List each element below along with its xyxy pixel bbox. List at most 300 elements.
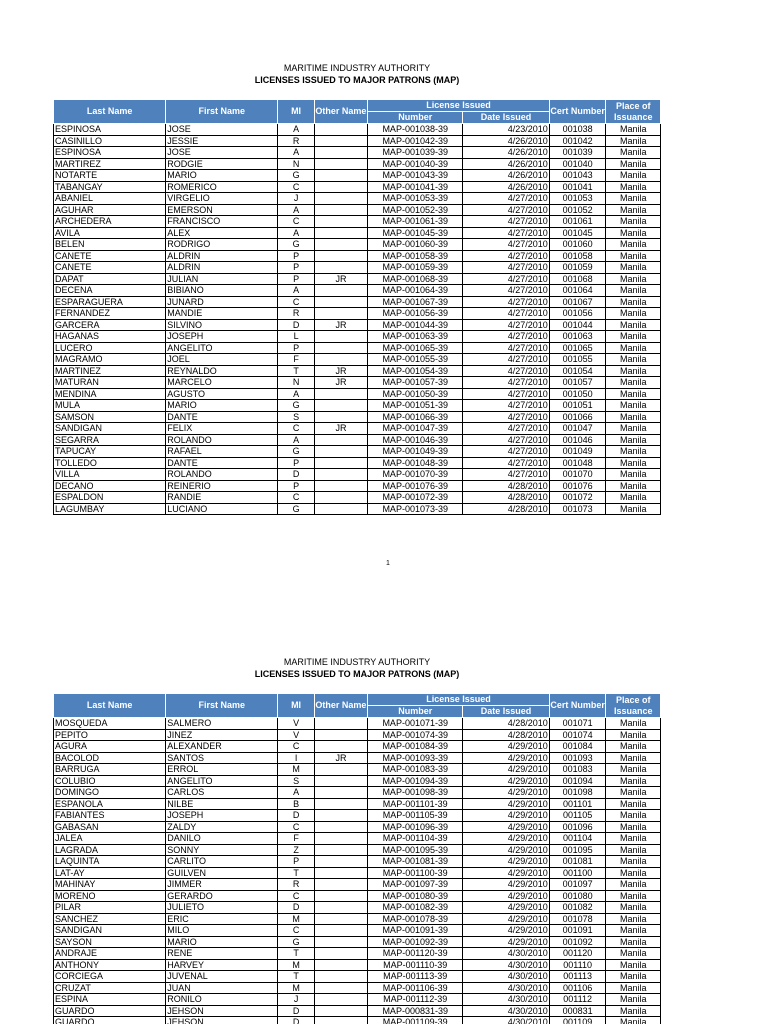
table-row: [54, 354, 661, 366]
cell-cert-number: 001091: [549, 925, 606, 937]
cell-mi: C: [278, 821, 314, 833]
cell-last-name: SEGARRA: [54, 434, 166, 446]
cell-license-number: MAP-001045-39: [368, 227, 463, 239]
cell-cert-number: 001070: [549, 469, 606, 481]
cell-other-name: [314, 158, 367, 170]
cell-place-of-issuance: Manila: [606, 193, 661, 205]
col-header-cert-number: Cert Number: [549, 100, 606, 124]
cell-last-name: TABANGAY: [54, 181, 166, 193]
cell-first-name: DANTE: [166, 411, 278, 423]
col-header-last-name: Last Name: [54, 694, 166, 718]
cell-date-issued: 4/23/2010: [463, 124, 550, 136]
cell-last-name: DECANO: [54, 480, 166, 492]
cell-other-name: JR: [314, 319, 367, 331]
cell-mi: G: [278, 936, 314, 948]
cell-other-name: [314, 844, 367, 856]
cell-last-name: DOMINGO: [54, 787, 166, 799]
cell-license-number: MAP-001042-39: [368, 135, 463, 147]
cell-cert-number: 001046: [549, 434, 606, 446]
cell-last-name: DECENA: [54, 285, 166, 297]
cell-other-name: JR: [314, 273, 367, 285]
cell-first-name: JINEZ: [166, 729, 278, 741]
cell-place-of-issuance: Manila: [606, 319, 661, 331]
cell-other-name: [314, 936, 367, 948]
cell-license-number: MAP-001048-39: [368, 457, 463, 469]
cell-mi: V: [278, 718, 314, 730]
cell-first-name: ANGELITO: [166, 775, 278, 787]
table-row: [54, 262, 661, 274]
cell-mi: P: [278, 856, 314, 868]
table-row: [54, 798, 661, 810]
cell-cert-number: 001063: [549, 331, 606, 343]
col-header-first-name: First Name: [166, 100, 278, 124]
cell-place-of-issuance: Manila: [606, 216, 661, 228]
cell-cert-number: 001072: [549, 492, 606, 504]
cell-mi: Z: [278, 844, 314, 856]
cell-other-name: [314, 354, 367, 366]
cell-mi: C: [278, 216, 314, 228]
cell-mi: A: [278, 434, 314, 446]
cell-mi: D: [278, 1005, 314, 1017]
cell-date-issued: 4/30/2010: [463, 948, 550, 960]
col-header-date-issued: Date Issued: [463, 706, 550, 718]
col-header-cert-number: Cert Number: [549, 694, 606, 718]
cell-first-name: FELIX: [166, 423, 278, 435]
cell-other-name: [314, 181, 367, 193]
cell-cert-number: 001038: [549, 124, 606, 136]
cell-license-number: MAP-001043-39: [368, 170, 463, 182]
cell-date-issued: 4/29/2010: [463, 741, 550, 753]
cell-place-of-issuance: Manila: [606, 135, 661, 147]
table-row: [54, 925, 661, 937]
cell-place-of-issuance: Manila: [606, 457, 661, 469]
table-row: [54, 204, 661, 216]
cell-license-number: MAP-001073-39: [368, 503, 463, 515]
cell-license-number: MAP-001109-39: [368, 1017, 463, 1024]
cell-other-name: [314, 994, 367, 1006]
cell-place-of-issuance: Manila: [606, 971, 661, 983]
cell-last-name: LUCERO: [54, 342, 166, 354]
cell-place-of-issuance: Manila: [606, 492, 661, 504]
cell-other-name: [314, 764, 367, 776]
cell-mi: P: [278, 457, 314, 469]
cell-other-name: [314, 193, 367, 205]
cell-place-of-issuance: Manila: [606, 124, 661, 136]
cell-license-number: MAP-001094-39: [368, 775, 463, 787]
cell-place-of-issuance: Manila: [606, 867, 661, 879]
table-row: [54, 480, 661, 492]
cell-last-name: MENDINA: [54, 388, 166, 400]
cell-mi: G: [278, 170, 314, 182]
cell-first-name: ALEX: [166, 227, 278, 239]
cell-cert-number: 001039: [549, 147, 606, 159]
col-header-other-name: Other Name: [314, 100, 367, 124]
document-page-2: [0, 594, 768, 1024]
cell-license-number: MAP-001052-39: [368, 204, 463, 216]
cell-other-name: [314, 775, 367, 787]
report-title: LICENSES ISSUED TO MAJOR PATRONS (MAP): [254, 75, 460, 85]
cell-place-of-issuance: Manila: [606, 342, 661, 354]
cell-license-number: MAP-001071-39: [368, 718, 463, 730]
cell-place-of-issuance: Manila: [606, 227, 661, 239]
cell-date-issued: 4/29/2010: [463, 902, 550, 914]
cell-place-of-issuance: Manila: [606, 285, 661, 297]
cell-last-name: ESPINA: [54, 994, 166, 1006]
cell-date-issued: 4/27/2010: [463, 193, 550, 205]
col-header-license-issued: License Issued: [368, 694, 550, 706]
cell-cert-number: 001056: [549, 308, 606, 320]
cell-license-number: MAP-001112-39: [368, 994, 463, 1006]
cell-other-name: [314, 480, 367, 492]
cell-mi: J: [278, 994, 314, 1006]
cell-other-name: [314, 216, 367, 228]
cell-license-number: MAP-001064-39: [368, 285, 463, 297]
cell-cert-number: 001057: [549, 377, 606, 389]
cell-license-number: MAP-001054-39: [368, 365, 463, 377]
col-header-mi: MI: [278, 694, 314, 718]
col-header-number: Number: [368, 706, 463, 718]
cell-place-of-issuance: Manila: [606, 890, 661, 902]
cell-license-number: MAP-001096-39: [368, 821, 463, 833]
cell-last-name: ESPANOLA: [54, 798, 166, 810]
cell-last-name: VILLA: [54, 469, 166, 481]
table-row: [54, 434, 661, 446]
cell-date-issued: 4/27/2010: [463, 331, 550, 343]
cell-other-name: [314, 400, 367, 412]
cell-first-name: ROLANDO: [166, 469, 278, 481]
cell-last-name: NOTARTE: [54, 170, 166, 182]
cell-place-of-issuance: Manila: [606, 741, 661, 753]
cell-first-name: MILO: [166, 925, 278, 937]
cell-last-name: SANCHEZ: [54, 913, 166, 925]
cell-cert-number: 001083: [549, 764, 606, 776]
cell-date-issued: 4/29/2010: [463, 821, 550, 833]
cell-other-name: [314, 342, 367, 354]
cell-place-of-issuance: Manila: [606, 365, 661, 377]
cell-date-issued: 4/29/2010: [463, 810, 550, 822]
cell-cert-number: 001081: [549, 856, 606, 868]
cell-license-number: MAP-001078-39: [368, 913, 463, 925]
cell-last-name: AGURA: [54, 741, 166, 753]
cell-other-name: [314, 948, 367, 960]
cell-cert-number: 001106: [549, 982, 606, 994]
cell-mi: R: [278, 308, 314, 320]
table-row: [54, 377, 661, 389]
cell-other-name: [314, 170, 367, 182]
table-row: [54, 1017, 661, 1024]
table-row: [54, 411, 661, 423]
cell-mi: A: [278, 204, 314, 216]
cell-mi: V: [278, 729, 314, 741]
cell-cert-number: 001082: [549, 902, 606, 914]
table-row: [54, 492, 661, 504]
table-row: [54, 833, 661, 845]
cell-mi: C: [278, 925, 314, 937]
cell-date-issued: 4/27/2010: [463, 204, 550, 216]
table-row: [54, 752, 661, 764]
cell-place-of-issuance: Manila: [606, 147, 661, 159]
table-row: [54, 308, 661, 320]
cell-mi: M: [278, 764, 314, 776]
cell-other-name: [314, 262, 367, 274]
cell-first-name: MANDIE: [166, 308, 278, 320]
cell-other-name: JR: [314, 365, 367, 377]
table-row: [54, 285, 661, 297]
cell-license-number: MAP-001039-39: [368, 147, 463, 159]
cell-mi: C: [278, 741, 314, 753]
cell-license-number: MAP-001065-39: [368, 342, 463, 354]
cell-cert-number: 001066: [549, 411, 606, 423]
cell-place-of-issuance: Manila: [606, 354, 661, 366]
cell-mi: I: [278, 752, 314, 764]
cell-last-name: MAHINAY: [54, 879, 166, 891]
cell-date-issued: 4/27/2010: [463, 262, 550, 274]
cell-last-name: GUARDO: [54, 1005, 166, 1017]
cell-license-number: MAP-001067-39: [368, 296, 463, 308]
cell-last-name: ESPINOSA: [54, 124, 166, 136]
table-row: [54, 890, 661, 902]
cell-last-name: AGUHAR: [54, 204, 166, 216]
cell-cert-number: 001054: [549, 365, 606, 377]
cell-date-issued: 4/28/2010: [463, 718, 550, 730]
cell-last-name: COLUBIO: [54, 775, 166, 787]
cell-license-number: MAP-001061-39: [368, 216, 463, 228]
cell-place-of-issuance: Manila: [606, 1017, 661, 1024]
cell-date-issued: 4/29/2010: [463, 833, 550, 845]
cell-mi: S: [278, 775, 314, 787]
cell-first-name: AGUSTO: [166, 388, 278, 400]
cell-place-of-issuance: Manila: [606, 902, 661, 914]
cell-other-name: [314, 503, 367, 515]
cell-license-number: MAP-001106-39: [368, 982, 463, 994]
table-row: [54, 718, 661, 730]
cell-date-issued: 4/29/2010: [463, 844, 550, 856]
cell-last-name: ANDRAJE: [54, 948, 166, 960]
cell-mi: A: [278, 787, 314, 799]
table-row: [54, 124, 661, 136]
cell-cert-number: 001065: [549, 342, 606, 354]
table-row: [54, 342, 661, 354]
cell-other-name: [314, 492, 367, 504]
cell-last-name: ARCHEDERA: [54, 216, 166, 228]
cell-first-name: SILVINO: [166, 319, 278, 331]
cell-mi: T: [278, 867, 314, 879]
page-2-clip: [0, 594, 768, 1024]
cell-mi: A: [278, 124, 314, 136]
org-title: MARITIME INDUSTRY AUTHORITY: [283, 63, 431, 73]
cell-cert-number: 001092: [549, 936, 606, 948]
cell-license-number: MAP-001038-39: [368, 124, 463, 136]
cell-other-name: [314, 787, 367, 799]
cell-date-issued: 4/27/2010: [463, 227, 550, 239]
cell-license-number: MAP-001101-39: [368, 798, 463, 810]
table-row: [54, 239, 661, 251]
cell-last-name: CANETE: [54, 262, 166, 274]
cell-last-name: GABASAN: [54, 821, 166, 833]
cell-last-name: HAGANAS: [54, 331, 166, 343]
cell-last-name: JALEA: [54, 833, 166, 845]
table-row: [54, 388, 661, 400]
col-header-mi: MI: [278, 100, 314, 124]
cell-first-name: GUILVEN: [166, 867, 278, 879]
cell-date-issued: 4/27/2010: [463, 388, 550, 400]
table-row: [54, 764, 661, 776]
cell-first-name: RENE: [166, 948, 278, 960]
cell-license-number: MAP-001076-39: [368, 480, 463, 492]
cell-cert-number: 001041: [549, 181, 606, 193]
cell-cert-number: 001067: [549, 296, 606, 308]
cell-place-of-issuance: Manila: [606, 1005, 661, 1017]
cell-last-name: BELEN: [54, 239, 166, 251]
cell-first-name: MARIO: [166, 170, 278, 182]
col-header-number: Number: [368, 112, 463, 124]
cell-license-number: MAP-001120-39: [368, 948, 463, 960]
cell-license-number: MAP-001044-39: [368, 319, 463, 331]
cell-date-issued: 4/27/2010: [463, 411, 550, 423]
cell-place-of-issuance: Manila: [606, 718, 661, 730]
cell-first-name: ALDRIN: [166, 262, 278, 274]
cell-last-name: FABIANTES: [54, 810, 166, 822]
cell-license-number: MAP-001093-39: [368, 752, 463, 764]
cell-place-of-issuance: Manila: [606, 729, 661, 741]
cell-license-number: MAP-001066-39: [368, 411, 463, 423]
cell-first-name: JOSE: [166, 147, 278, 159]
cell-cert-number: 001061: [549, 216, 606, 228]
cell-first-name: SALMERO: [166, 718, 278, 730]
cell-cert-number: 001058: [549, 250, 606, 262]
cell-other-name: [314, 959, 367, 971]
cell-cert-number: 001060: [549, 239, 606, 251]
table-row: [54, 810, 661, 822]
table-row: [54, 994, 661, 1006]
cell-license-number: MAP-001049-39: [368, 446, 463, 458]
cell-place-of-issuance: Manila: [606, 844, 661, 856]
cell-date-issued: 4/27/2010: [463, 434, 550, 446]
cell-last-name: MATURAN: [54, 377, 166, 389]
cell-date-issued: 4/29/2010: [463, 913, 550, 925]
cell-mi: A: [278, 147, 314, 159]
table-row: [54, 319, 661, 331]
col-header-place-of-issuance: Place of Issuance: [606, 694, 661, 718]
cell-date-issued: 4/29/2010: [463, 764, 550, 776]
cell-license-number: MAP-001098-39: [368, 787, 463, 799]
cell-other-name: [314, 239, 367, 251]
cell-license-number: MAP-001060-39: [368, 239, 463, 251]
cell-date-issued: 4/29/2010: [463, 925, 550, 937]
cell-last-name: LAGRADA: [54, 844, 166, 856]
cell-other-name: JR: [314, 423, 367, 435]
cell-first-name: REINERIO: [166, 480, 278, 492]
cell-mi: P: [278, 480, 314, 492]
cell-date-issued: 4/26/2010: [463, 181, 550, 193]
cell-first-name: MARIO: [166, 400, 278, 412]
cell-first-name: CARLOS: [166, 787, 278, 799]
cell-license-number: MAP-001068-39: [368, 273, 463, 285]
cell-other-name: [314, 925, 367, 937]
cell-cert-number: 001055: [549, 354, 606, 366]
cell-cert-number: 001048: [549, 457, 606, 469]
cell-cert-number: 001094: [549, 775, 606, 787]
table-row: [54, 331, 661, 343]
cell-last-name: TAPUCAY: [54, 446, 166, 458]
cell-cert-number: 001076: [549, 480, 606, 492]
cell-place-of-issuance: Manila: [606, 959, 661, 971]
cell-license-number: MAP-001063-39: [368, 331, 463, 343]
cell-date-issued: 4/29/2010: [463, 879, 550, 891]
cell-first-name: RAFAEL: [166, 446, 278, 458]
cell-date-issued: 4/29/2010: [463, 752, 550, 764]
cell-place-of-issuance: Manila: [606, 239, 661, 251]
cell-mi: J: [278, 193, 314, 205]
cell-first-name: EMERSON: [166, 204, 278, 216]
cell-date-issued: 4/26/2010: [463, 147, 550, 159]
cell-mi: A: [278, 388, 314, 400]
cell-last-name: MAGRAMO: [54, 354, 166, 366]
table-row: [54, 227, 661, 239]
cell-other-name: [314, 821, 367, 833]
cell-date-issued: 4/30/2010: [463, 982, 550, 994]
table-row: [54, 365, 661, 377]
page-number: 1: [386, 560, 390, 567]
cell-mi: C: [278, 181, 314, 193]
cell-place-of-issuance: Manila: [606, 331, 661, 343]
cell-last-name: PEPITO: [54, 729, 166, 741]
cell-first-name: ZALDY: [166, 821, 278, 833]
cell-mi: P: [278, 273, 314, 285]
cell-cert-number: 001095: [549, 844, 606, 856]
cell-license-number: MAP-001057-39: [368, 377, 463, 389]
cell-place-of-issuance: Manila: [606, 936, 661, 948]
cell-place-of-issuance: Manila: [606, 411, 661, 423]
cell-license-number: MAP-001080-39: [368, 890, 463, 902]
cell-cert-number: 001113: [549, 971, 606, 983]
cell-cert-number: 001112: [549, 994, 606, 1006]
cell-date-issued: 4/27/2010: [463, 285, 550, 297]
cell-license-number: MAP-001104-39: [368, 833, 463, 845]
cell-license-number: MAP-001082-39: [368, 902, 463, 914]
cell-cert-number: 001074: [549, 729, 606, 741]
cell-mi: T: [278, 971, 314, 983]
cell-other-name: [314, 982, 367, 994]
table-row: [54, 879, 661, 891]
table-row: [54, 158, 661, 170]
report-title: LICENSES ISSUED TO MAJOR PATRONS (MAP): [254, 669, 460, 679]
cell-date-issued: 4/26/2010: [463, 135, 550, 147]
cell-last-name: BACOLOD: [54, 752, 166, 764]
cell-place-of-issuance: Manila: [606, 388, 661, 400]
cell-date-issued: 4/29/2010: [463, 856, 550, 868]
cell-place-of-issuance: Manila: [606, 262, 661, 274]
cell-other-name: [314, 308, 367, 320]
cell-place-of-issuance: Manila: [606, 787, 661, 799]
cell-first-name: ALDRIN: [166, 250, 278, 262]
cell-license-number: MAP-000831-39: [368, 1005, 463, 1017]
cell-mi: C: [278, 492, 314, 504]
table-row: [54, 1005, 661, 1017]
cell-last-name: ESPALDON: [54, 492, 166, 504]
cell-mi: D: [278, 1017, 314, 1024]
cell-cert-number: 001073: [549, 503, 606, 515]
cell-cert-number: 001040: [549, 158, 606, 170]
table-row: [54, 446, 661, 458]
cell-place-of-issuance: Manila: [606, 170, 661, 182]
cell-mi: C: [278, 890, 314, 902]
licenses-table: [53, 693, 661, 1024]
cell-place-of-issuance: Manila: [606, 250, 661, 262]
cell-cert-number: 001110: [549, 959, 606, 971]
cell-date-issued: 4/26/2010: [463, 170, 550, 182]
cell-date-issued: 4/30/2010: [463, 971, 550, 983]
